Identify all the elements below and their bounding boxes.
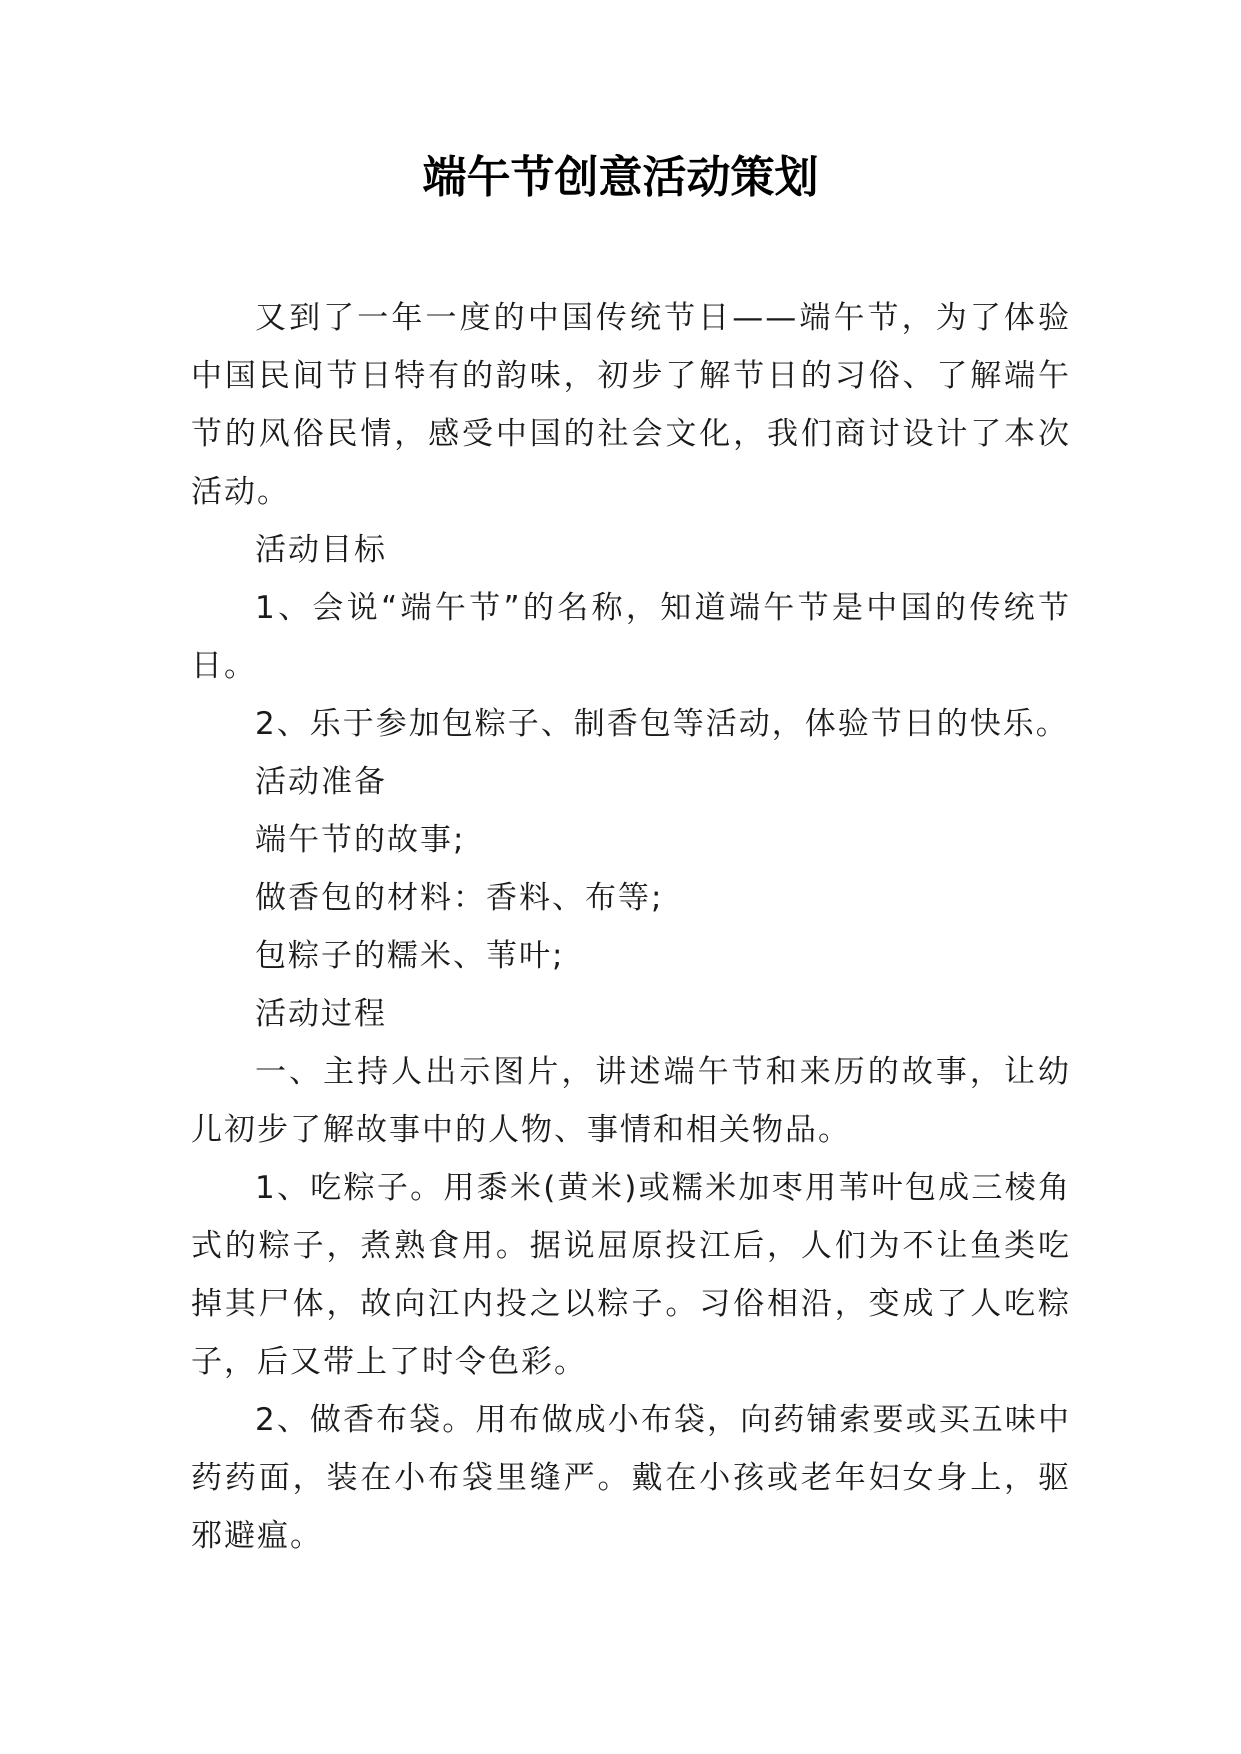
preparation-item-1: 端午节的故事; (255, 822, 466, 858)
document-body (191, 289, 1071, 1565)
preparation-item-3: 包粽子的糯米、苇叶; (255, 938, 565, 974)
page-title: 端午节创意活动策划 (422, 152, 819, 203)
process-step-1: 一、主持人出示图片，讲述端午节和来历的故事，让幼儿初步了解故事中的人物、事情和相关物品。 (191, 1054, 1071, 1148)
section-heading-process: 活动过程 (255, 996, 387, 1032)
preparation-item-2: 做香包的材料：香料、布等; (255, 880, 664, 916)
custom-item-zongzi: 1、吃粽子。用黍米(黄米)或糯米加枣用苇叶包成三棱角式的粽子，煮熟食用。据说屈原投江后，人们为不让鱼类吃掉其尸体，故向江内投之以粽子。习俗相沿，变成了人吃粽子，后又带上了时令色彩。 (191, 1170, 1071, 1380)
intro-paragraph: 又到了一年一度的中国传统节日——端午节，为了体验中国民间节日特有的韵味，初步了解节日的习俗、了解端午节的风俗民情，感受中国的社会文化，我们商讨设计了本次活动。 (191, 300, 1071, 510)
section-heading-preparation: 活动准备 (255, 764, 387, 800)
section-heading-goals: 活动目标 (255, 532, 387, 568)
goal-item-1: 1、会说“端午节”的名称，知道端午节是中国的传统节日。 (191, 590, 1071, 684)
custom-item-sachet: 2、做香布袋。用布做成小布袋，向药铺索要或买五味中药药面，装在小布袋里缝严。戴在小孩或老年妇女身上，驱邪避瘟。 (191, 1402, 1071, 1554)
goal-item-2: 2、乐于参加包粽子、制香包等活动，体验节日的快乐。 (255, 706, 1069, 742)
